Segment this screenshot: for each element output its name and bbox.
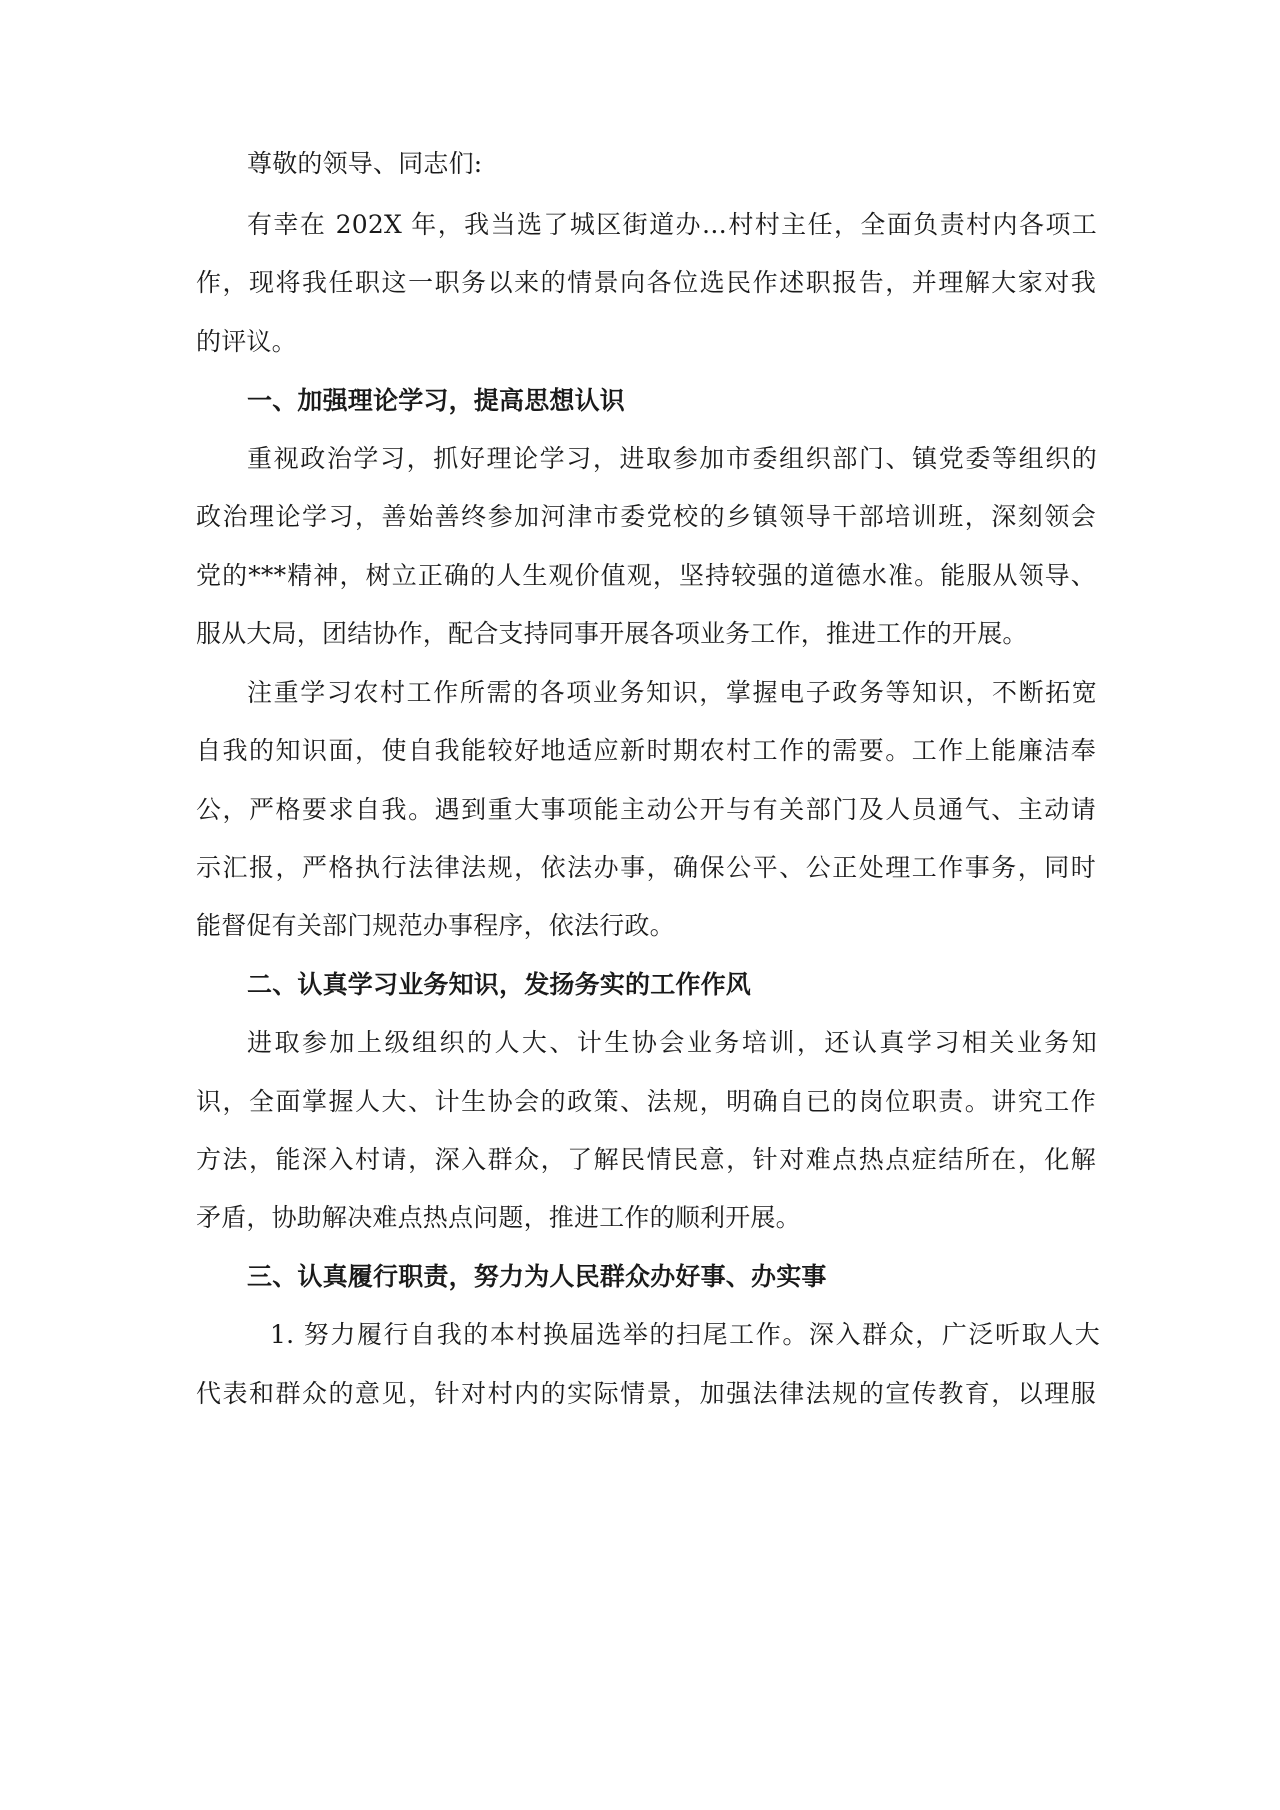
- paragraph-2-line-3: 党的***精神，树立正确的人生观价值观，坚持较强的道德水准。能服从领导、: [196, 561, 1096, 590]
- section-heading-3: 三、认真履行职责，努力为人民群众办好事、办实事: [247, 1262, 827, 1291]
- paragraph-3-line-5: 能督促有关部门规范办事程序，依法行政。: [196, 911, 675, 940]
- salutation: 尊敬的领导、同志们:: [247, 149, 483, 178]
- paragraph-2-line-4: 服从大局，团结协作，配合支持同事开展各项业务工作，推进工作的开展。: [196, 619, 1028, 648]
- paragraph-3-line-2: 自我的知识面，使自我能较好地适应新时期农村工作的需要。工作上能廉洁奉: [196, 736, 1096, 765]
- paragraph-3-line-4: 示汇报，严格执行法律法规，依法办事，确保公平、公正处理工作事务，同时: [196, 853, 1096, 882]
- paragraph-4-line-1: 进取参加上级组织的人大、计生协会业务培训，还认真学习相关业务知: [247, 1028, 1097, 1057]
- paragraph-1-line-3: 的评议。: [196, 327, 297, 356]
- paragraph-5-line-1: 1. 努力履行自我的本村换届选举的扫尾工作。深入群众，广泛听取人大: [270, 1320, 1100, 1349]
- paragraph-4-line-4: 矛盾，协助解决难点热点问题，推进工作的顺利开展。: [196, 1203, 801, 1232]
- paragraph-2-line-2: 政治理论学习，善始善终参加河津市委党校的乡镇领导干部培训班，深刻领会: [196, 502, 1096, 531]
- section-heading-2: 二、认真学习业务知识，发扬务实的工作作风: [247, 970, 752, 999]
- paragraph-4-line-2: 识，全面掌握人大、计生协会的政策、法规，明确自已的岗位职责。讲究工作: [196, 1087, 1096, 1116]
- paragraph-3-line-1: 注重学习农村工作所需的各项业务知识，掌握电子政务等知识，不断拓宽: [247, 678, 1097, 707]
- section-heading-1: 一、加强理论学习，提高思想认识: [247, 386, 626, 415]
- paragraph-5-line-2: 代表和群众的意见，针对村内的实际情景，加强法律法规的宣传教育，以理服: [196, 1379, 1096, 1408]
- paragraph-2-line-1: 重视政治学习，抓好理论学习，进取参加市委组织部门、镇党委等组织的: [247, 444, 1097, 473]
- paragraph-3-line-3: 公，严格要求自我。遇到重大事项能主动公开与有关部门及人员通气、主动请: [196, 795, 1096, 824]
- paragraph-1-line-2: 作，现将我任职这一职务以来的情景向各位选民作述职报告，并理解大家对我: [196, 268, 1096, 297]
- paragraph-4-line-3: 方法，能深入村请，深入群众，了解民情民意，针对难点热点症结所在，化解: [196, 1145, 1096, 1174]
- paragraph-1-line-1: 有幸在 202X 年，我当选了城区街道办…村村主任，全面负责村内各项工: [247, 210, 1097, 239]
